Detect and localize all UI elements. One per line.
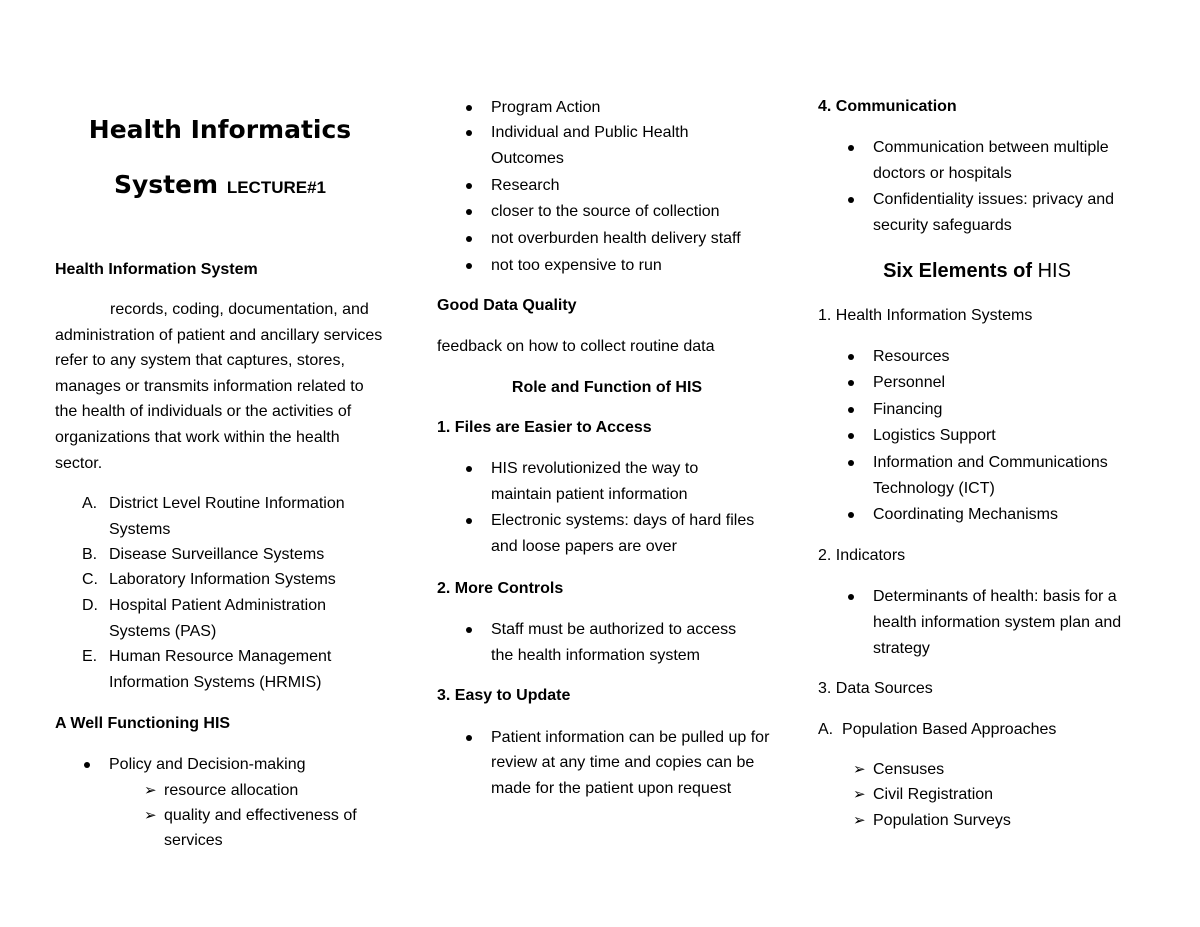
subheading-population: A. Population Based Approaches <box>818 721 1057 738</box>
list-item: Research <box>491 173 751 199</box>
section-heading-six-elements: Six Elements of HIS <box>883 260 1071 282</box>
section-heading-well: A Well Functioning HIS <box>55 715 231 732</box>
section-heading-communication: 4. Communication <box>818 98 957 115</box>
list-item: Coordinating Mechanisms <box>873 502 1138 528</box>
sub-list-item: ➢ Population Surveys <box>873 808 1123 833</box>
page-title-line2 <box>55 172 385 197</box>
list-item: closer to the source of collection <box>491 199 771 225</box>
list-item: Determinants of health: basis for a health information system plan and strategy <box>873 584 1143 662</box>
list-item: A. District Level Routine Information Systems <box>109 491 379 543</box>
sub-list-item: ➢ quality and effectiveness of services <box>164 803 384 853</box>
sub-list-item: ➢ Censuses <box>873 757 1123 782</box>
list-item: not too expensive to run <box>491 253 771 279</box>
arrow-bullet-icon: ➢ <box>144 807 157 824</box>
list-item: Policy and Decision-making <box>109 752 379 778</box>
section-heading-role: Role and Function of HIS <box>511 379 703 396</box>
section-heading-update: 3. Easy to Update <box>437 687 571 704</box>
his-definition: records, coding, documentation, and administration of patient and ancillary services refer to any system that captures, stores, manages or transmits information related to the health of individuals or the activities of organizations that work within the health sector. <box>55 301 383 472</box>
list-letter: A. <box>82 495 98 512</box>
list-item: D. Hospital Patient Administration Systems (PAS) <box>109 593 364 645</box>
section-heading-controls: 2. More Controls <box>437 580 564 597</box>
list-letter: C. <box>82 571 98 588</box>
arrow-bullet-icon: ➢ <box>144 782 157 799</box>
list-item: HIS revolutionized the way to maintain patient information <box>491 456 731 508</box>
list-item: Patient information can be pulled up for review at any time and copies can be made for the patient upon request <box>491 725 771 801</box>
list-item: C. Laboratory Information Systems <box>109 567 379 593</box>
subheading-indicators: 2. Indicators <box>818 547 906 564</box>
sub-list-item: ➢ resource allocation <box>164 778 384 803</box>
list-item: Electronic systems: days of hard files and loose papers are over <box>491 508 771 560</box>
list-item: B. Disease Surveillance Systems <box>109 542 379 568</box>
list-item: Logistics Support <box>873 423 1138 449</box>
list-item: Information and Communications Technology (ICT) <box>873 450 1138 502</box>
section-heading-his: Health Information System <box>55 261 258 278</box>
list-item: Personnel <box>873 370 1138 396</box>
title-word: System <box>113 170 219 199</box>
subheading-his: 1. Health Information Systems <box>818 307 1033 324</box>
list-item: Financing <box>873 397 1138 423</box>
list-letter: D. <box>82 597 98 614</box>
list-item: Program Action <box>491 95 751 121</box>
list-item: Staff must be authorized to access the health information system <box>491 617 761 669</box>
arrow-bullet-icon: ➢ <box>853 761 866 778</box>
list-item: Confidentiality issues: privacy and security safeguards <box>873 187 1138 239</box>
gdq-text: feedback on how to collect routine data <box>437 338 715 355</box>
list-item: Individual and Public Health Outcomes <box>491 120 721 172</box>
section-heading-files: 1. Files are Easier to Access <box>437 419 652 436</box>
sub-list-item: ➢ Civil Registration <box>873 782 1123 807</box>
arrow-bullet-icon: ➢ <box>853 812 866 829</box>
list-letter: B. <box>82 546 98 563</box>
list-item: E. Human Resource Management Information Systems (HRMIS) <box>109 644 364 696</box>
lecture-tag: LECTURE#1 <box>226 178 327 197</box>
list-item: Resources <box>873 344 1138 370</box>
list-item: Communication between multiple doctors or hospitals <box>873 135 1138 187</box>
list-letter: E. <box>82 648 98 665</box>
list-item: not overburden health delivery staff <box>491 226 771 252</box>
page-title: Health Informatics <box>88 115 352 144</box>
subheading-data-sources: 3. Data Sources <box>818 680 933 697</box>
section-heading-gdq: Good Data Quality <box>437 297 577 314</box>
arrow-bullet-icon: ➢ <box>853 786 866 803</box>
